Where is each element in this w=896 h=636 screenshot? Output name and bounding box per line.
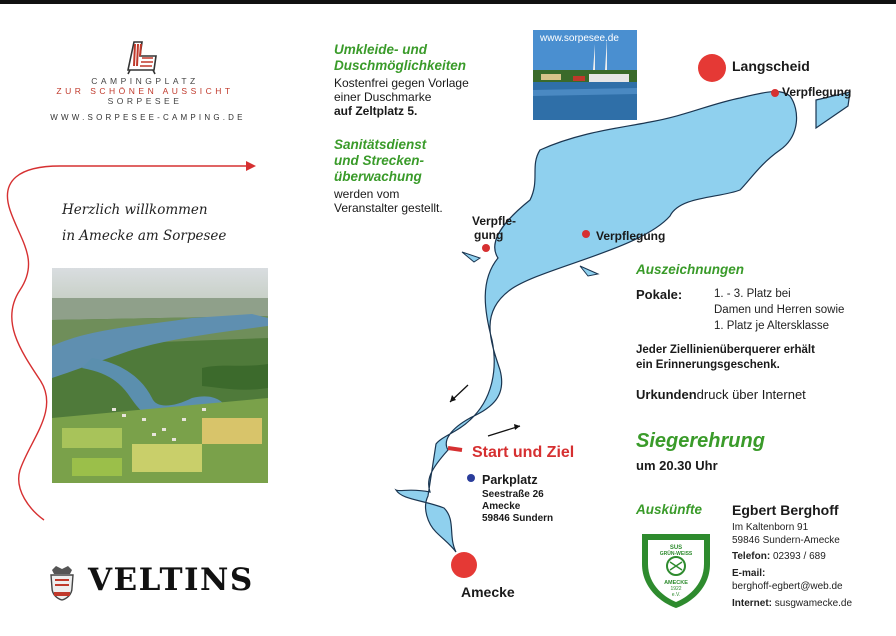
camping-line-3: SORPESEE: [107, 96, 183, 106]
pokale-line-2: Damen und Herren sowie: [714, 304, 845, 316]
parking-label: Parkplatz: [482, 473, 538, 487]
contact-city: 59846 Sundern-Amecke: [732, 535, 840, 546]
awards-heading: Auszeichnungen: [636, 262, 745, 277]
parking-address-town: Amecke: [482, 501, 521, 512]
pokale-line-1: 1. - 3. Platz bei: [714, 288, 791, 300]
sponsor-logo: VELTINS: [88, 562, 254, 598]
verpflegung-top-label: Verpflegung: [782, 85, 852, 99]
contact-name: Egbert Berghoff: [732, 502, 839, 518]
medic-heading-1: Sanitätsdienst: [334, 137, 427, 152]
verpflegung-mid-label: Verpflegung: [596, 229, 666, 243]
verpflegung-left-label-2: gung: [474, 228, 504, 242]
phone-value[interactable]: 02393 / 689: [772, 551, 826, 562]
shower-line-2: einer Duschmarke: [334, 90, 432, 104]
aerial-lake-photo: [52, 268, 268, 483]
parking-address: [482, 489, 553, 525]
ceremony-heading: Siegerehrung: [636, 430, 765, 452]
gift-note-line-1: Jeder Ziellinienüberquerer erhält: [636, 344, 815, 356]
contact-heading: Auskünfte: [636, 502, 703, 517]
medic-heading-2: und Strecken-: [334, 153, 425, 168]
certificate-note: [636, 387, 806, 402]
parking-address-city: 59846 Sundern: [482, 513, 554, 524]
langscheid-label: Langscheid: [732, 58, 810, 74]
verpflegung-left-label-1: Verpfle-: [472, 214, 517, 228]
camping-line-2: ZUR SCHÖNEN AUSSICHT: [56, 86, 234, 96]
email-label: E-mail:: [732, 568, 766, 579]
pokale-line-3: 1. Platz je Altersklasse: [714, 320, 830, 332]
gift-note-line-2: ein Erinnerungsgeschenk.: [636, 359, 780, 371]
certificate-bold: Urkunden: [636, 387, 697, 402]
top-border: [0, 0, 896, 4]
shower-line-1: Kostenfrei gegen Vorlage: [334, 76, 469, 90]
pokale-label: Pokale:: [636, 287, 683, 302]
photo-caption: www.sorpesee.de: [540, 33, 619, 44]
ceremony-time: um 20.30 Uhr: [636, 458, 718, 473]
club-emblem-gruen-weiss: GRÜN-WEISS: [659, 551, 693, 557]
email-value[interactable]: berghoff-egbert@web.de: [732, 581, 843, 592]
club-emblem-amecke: AMECKE: [664, 580, 688, 586]
contact-phone: [732, 551, 826, 563]
medic-line-1: werden vom: [334, 187, 400, 201]
welcome-line-2: in Amecke am Sorpesee: [62, 228, 227, 244]
certificate-rest: druck über Internet: [696, 387, 806, 402]
camping-url[interactable]: WWW.SORPESEE-CAMPING.DE: [50, 113, 246, 122]
amecke-label: Amecke: [461, 584, 515, 600]
beach-chair-logo-icon: [120, 36, 168, 76]
veltins-crest-icon: [46, 562, 78, 602]
shower-line-3: auf Zeltplatz 5.: [334, 104, 418, 118]
camping-line-1: CAMPINGPLATZ: [91, 76, 199, 86]
shower-heading: Umkleide- und Duschmöglichkeiten: [334, 42, 467, 73]
gift-note: [636, 343, 886, 373]
club-emblem-year: 1922: [670, 586, 682, 592]
parking-address-street: Seestraße 26: [482, 489, 544, 500]
welcome-line-1: Herzlich willkommen: [62, 202, 208, 218]
club-emblem-ev: e.V.: [671, 592, 681, 598]
medic-heading-3: überwachung: [334, 169, 422, 184]
contact-street: Im Kaltenborn 91: [732, 522, 809, 533]
phone-label: Telefon:: [732, 551, 771, 562]
web-value[interactable]: susgwamecke.de: [774, 598, 853, 609]
medic-line-2: Veranstalter gestellt.: [334, 201, 443, 215]
web-label: Internet:: [732, 598, 772, 609]
club-emblem-sus: SUS: [669, 545, 683, 551]
club-emblem: [636, 524, 716, 610]
contact-web: [732, 598, 852, 610]
start-finish-label: Start und Ziel: [472, 444, 575, 461]
